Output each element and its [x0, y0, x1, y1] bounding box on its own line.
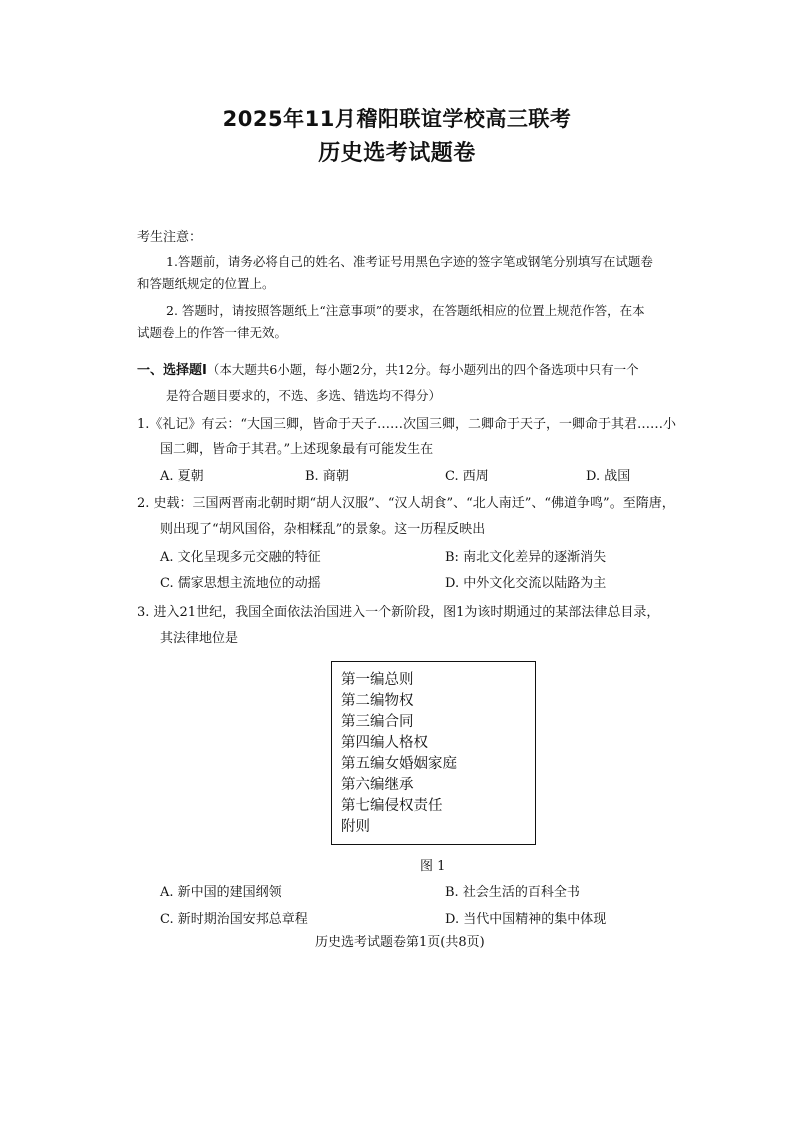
- question-1-stem-line-2: 国二卿，皆命于其君。”上述现象最有可能发生在: [160, 442, 434, 457]
- section-1-header: [137, 362, 639, 379]
- question-3-stem-line-1: 3. 进入21世纪，我国全面依法治国进入一个新阶段，图1为该时期通过的某部法律总目录，: [137, 605, 660, 620]
- notice-item-1-line-2: 和答题纸规定的位置上。: [137, 276, 275, 291]
- page-footer: 历史选考试题卷第1页(共8页): [315, 935, 485, 950]
- question-2-stem-line-1: 2. 史载：三国两晋南北朝时期“胡人汉服”、“汉人胡食”、“北人南迁”、“佛道争鸣”。至隋唐，: [137, 496, 675, 511]
- section-1-desc-line-2: 是符合题目要求的，不选、多选、错选均不得分）: [166, 388, 442, 403]
- question-2-option-c: C. 儒家思想主流地位的动摇: [160, 576, 321, 591]
- notice-heading: 考生注意：: [137, 230, 203, 245]
- question-3-option-d: D. 当代中国精神的集中体现: [445, 912, 607, 927]
- question-1-option-a: A. 夏朝: [160, 469, 204, 484]
- section-1-title: 一、选择题Ⅰ: [137, 363, 207, 378]
- section-1-desc: （本大题共6小题，每小题2分，共12分。每小题列出的四个备选项中只有一个: [206, 362, 639, 377]
- question-3-option-c: C. 新时期治国安邦总章程: [160, 912, 308, 927]
- question-1-option-c: C. 西周: [445, 469, 489, 484]
- toc-item: 第七编侵权责任: [341, 798, 443, 814]
- question-3-option-a: A. 新中国的建国纲领: [160, 885, 282, 900]
- question-2-option-b: B: 南北文化差异的逐渐消失: [445, 550, 607, 565]
- figure-1-caption: 图 1: [420, 859, 446, 874]
- figure-1-toc-box: [331, 661, 536, 845]
- toc-item: 第三编合同: [341, 714, 414, 730]
- notice-item-2-line-1: 2. 答题时，请按照答题纸上“注意事项”的要求，在答题纸相应的位置上规范作答，在本: [166, 303, 645, 318]
- question-2-option-d: D. 中外文化交流以陆路为主: [445, 576, 607, 591]
- toc-item: 第五编女婚姻家庭: [341, 756, 457, 772]
- toc-item: 第六编继承: [341, 777, 414, 793]
- toc-item: 第四编人格权: [341, 735, 428, 751]
- question-1-stem-line-1: 1.《礼记》有云：“大国三卿，皆命于天子……次国三卿，二卿命于天子，一卿命于其君……小: [137, 417, 677, 432]
- toc-item: 附则: [341, 819, 370, 835]
- notice-item-2-line-2: 试题卷上的作答一律无效。: [137, 325, 288, 340]
- exam-subtitle: 历史选考试题卷: [318, 141, 476, 166]
- question-1-option-b: B. 商朝: [305, 469, 349, 484]
- exam-title: 2025年11月稽阳联谊学校高三联考: [222, 107, 572, 131]
- question-2-stem-line-2: 则出现了“胡风国俗，杂相糅乱”的景象。这一历程反映出: [160, 522, 486, 537]
- question-3-stem-line-2: 其法律地位是: [160, 631, 239, 646]
- notice-item-1-line-1: 1.答题前，请务必将自己的姓名、准考证号用黑色字迹的签字笔或钢笔分别填写在试题卷: [166, 254, 653, 269]
- question-3-option-b: B. 社会生活的百科全书: [445, 885, 580, 900]
- toc-item: 第一编总则: [341, 672, 414, 688]
- question-1-option-d: D. 战国: [586, 469, 631, 484]
- toc-item: 第二编物权: [341, 693, 414, 709]
- question-2-option-a: A. 文化呈现多元交融的特征: [160, 550, 321, 565]
